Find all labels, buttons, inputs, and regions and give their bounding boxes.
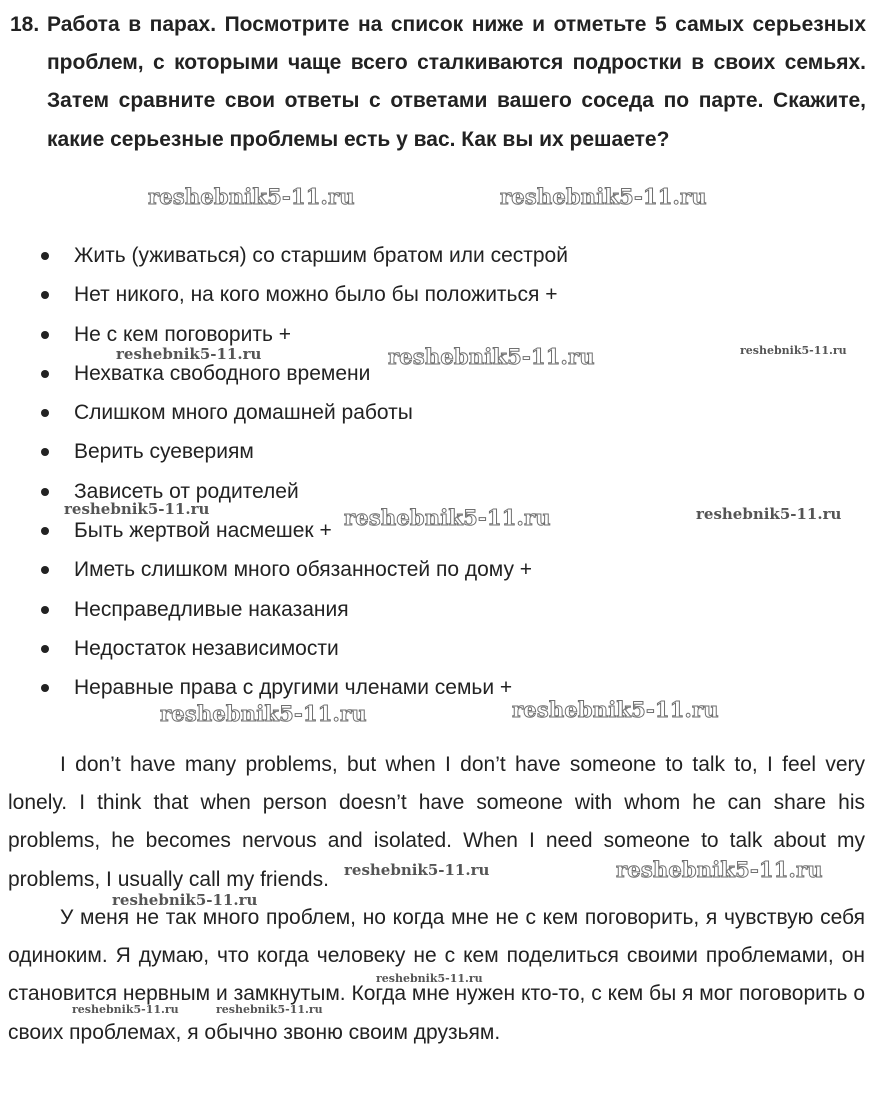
bullet-icon bbox=[41, 331, 49, 339]
answer-english: I don’t have many problems, but when I don’t have someone to talk to, I feel very lonely. I think that when person doesn’t have someone with whom he can share his problems, he becomes nervous and isolated. When I need someone to talk about my problems, I usually call my friends. bbox=[8, 753, 865, 891]
task-instructions: Работа в парах. Посмотрите на список ниже и отметьте 5 самых серьезных проблем, с которыми чаще всего сталкиваются подростки в своих семьях. Затем сравните свои ответы с ответами вашего соседа по парте. Скажите, какие серьезные проблемы есть у вас. Как вы их решаете? bbox=[47, 13, 866, 151]
bullet-icon bbox=[41, 606, 49, 614]
bullet-icon bbox=[41, 645, 49, 653]
bullet-icon bbox=[41, 370, 49, 378]
bullet-icon bbox=[41, 291, 49, 299]
watermark: reshebnik5-11.ru bbox=[216, 1003, 323, 1016]
watermark: reshebnik5-11.ru bbox=[112, 891, 258, 909]
watermark: reshebnik5-11.ru bbox=[72, 1003, 179, 1016]
watermark: reshebnik5-11.ru bbox=[388, 344, 595, 369]
watermark: reshebnik5-11.ru bbox=[616, 857, 823, 882]
bullet-icon bbox=[41, 252, 49, 260]
answer-russian: У меня не так много проблем, но когда мне не с кем поговорить, я чувствую себя одиноким. Я думаю, что когда человеку не с кем поделиться своими проблемами, он становится нервным и замкнутым. Когда мне нужен кто-то, с кем бы я мог поговорить о своих проблемах, я обычно звоню своим друзьям. bbox=[8, 906, 865, 1044]
watermark: reshebnik5-11.ru bbox=[344, 861, 490, 879]
bullet-icon bbox=[41, 566, 49, 574]
watermark: reshebnik5-11.ru bbox=[376, 972, 483, 985]
watermark: reshebnik5-11.ru bbox=[160, 701, 367, 726]
bullet-icon bbox=[41, 684, 49, 692]
watermark: reshebnik5-11.ru bbox=[696, 505, 842, 523]
task-number: 18. bbox=[10, 13, 40, 36]
watermark: reshebnik5-11.ru bbox=[148, 184, 355, 209]
bullet-icon bbox=[41, 448, 49, 456]
bullet-icon bbox=[41, 488, 49, 496]
watermark: reshebnik5-11.ru bbox=[740, 344, 847, 357]
watermark: reshebnik5-11.ru bbox=[116, 345, 262, 363]
watermark: reshebnik5-11.ru bbox=[64, 500, 210, 518]
bullet-icon bbox=[41, 527, 49, 535]
watermark: reshebnik5-11.ru bbox=[344, 505, 551, 530]
watermark: reshebnik5-11.ru bbox=[512, 697, 719, 722]
watermark: reshebnik5-11.ru bbox=[500, 184, 707, 209]
bullet-icon bbox=[41, 409, 49, 417]
